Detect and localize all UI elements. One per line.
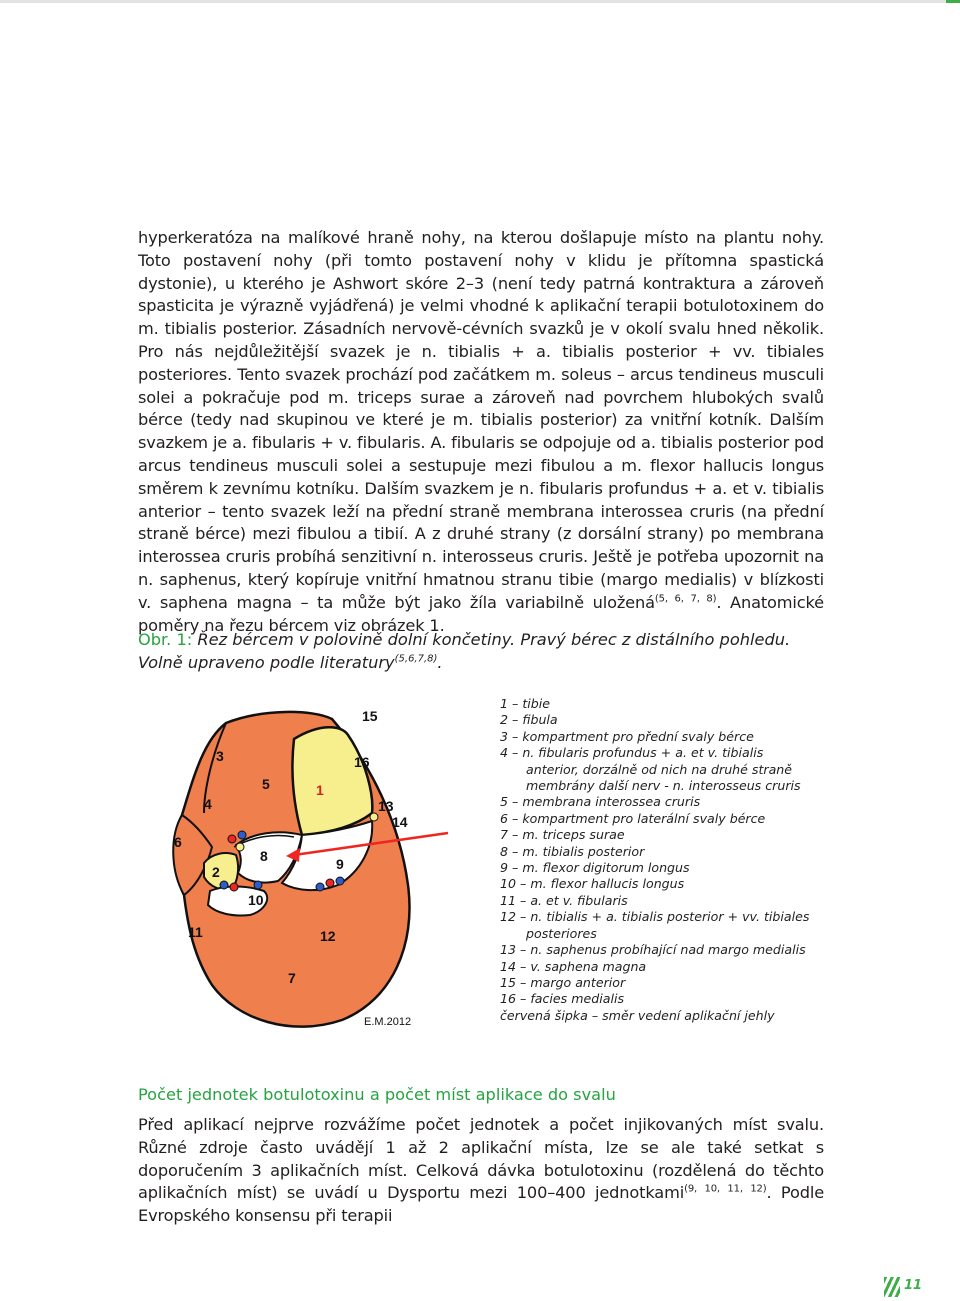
legend-item-arrow: červená šipka – směr vedení aplikační jehly bbox=[500, 1007, 775, 1023]
diagram-label: 5 bbox=[262, 776, 270, 792]
body-paragraph-1 bbox=[138, 227, 824, 637]
citation-superscript: (5, 6, 7, 8) bbox=[654, 593, 717, 605]
diagram-label: 2 bbox=[212, 864, 220, 880]
diagram-label: 4 bbox=[204, 796, 212, 812]
legend-item: 9 – m. flexor digitorum longus bbox=[500, 860, 690, 876]
legend-item: 5 – membrana interossea cruris bbox=[500, 794, 701, 810]
legend-item: 8 – m. tibialis posterior bbox=[500, 843, 645, 859]
diagram-label: 1 bbox=[316, 782, 324, 798]
legend-item: 15 – margo anterior bbox=[500, 974, 626, 990]
legend-item: 1 – tibie bbox=[500, 696, 550, 711]
vessel-dot-blue bbox=[238, 831, 246, 839]
caption-citation: (5,6,7,8) bbox=[394, 653, 438, 665]
legend-item: 13 – n. saphenus probíhající nad margo medialis bbox=[500, 942, 806, 958]
paragraph-1-end: . Anatomické poměry na řezu bércem viz obrázek 1. bbox=[138, 592, 824, 635]
diagram-label: 8 bbox=[260, 848, 268, 864]
caption-end: . bbox=[437, 652, 443, 672]
page-number: 11 bbox=[904, 1278, 923, 1293]
figure-legend bbox=[500, 696, 820, 1024]
diagram-label: 9 bbox=[336, 856, 344, 872]
vessel-dot-blue bbox=[254, 881, 262, 889]
vessel-dot-red bbox=[326, 879, 334, 887]
leg-cross-section-diagram bbox=[142, 695, 462, 1040]
legend-item: 16 – facies medialis bbox=[500, 991, 625, 1007]
vessel-dot-blue bbox=[220, 881, 228, 889]
page-number-badge bbox=[884, 1273, 930, 1301]
diagram-label: 13 bbox=[378, 798, 394, 814]
body-paragraph-2 bbox=[138, 1114, 824, 1228]
vessel-dot-red bbox=[230, 883, 238, 891]
legend-item: 12 – n. tibialis + a. tibialis posterior + vv. tibiales posteriores bbox=[500, 909, 810, 941]
top-accent-tab bbox=[946, 0, 960, 3]
diagram-label: 6 bbox=[174, 834, 182, 850]
diagram-label: 10 bbox=[248, 892, 264, 908]
legend-item: 4 – n. fibularis profundus + a. et v. tibialis anterior, dorzálně od nich na druhé straně membrány další nerv - n. interosseus cruris bbox=[500, 745, 801, 794]
legend-item: 7 – m. triceps surae bbox=[500, 827, 625, 843]
citation-superscript: (9, 10, 11, 12) bbox=[684, 1184, 767, 1195]
diagram-label: 16 bbox=[354, 754, 370, 770]
vessel-dot-blue bbox=[316, 883, 324, 891]
figure-1 bbox=[142, 695, 822, 1040]
saphenous-dot bbox=[370, 813, 378, 821]
legend-item: 10 – m. flexor hallucis longus bbox=[500, 876, 685, 892]
legend-item: 6 – kompartment pro laterální svaly bérce bbox=[500, 810, 766, 826]
paragraph-2-end: . Podle Evropského konsensu při terapii bbox=[138, 1183, 825, 1226]
diagram-label: 3 bbox=[216, 748, 224, 764]
figure-caption bbox=[138, 629, 838, 674]
figure-caption-text: Řez bércem v polovině dolní končetiny. Pravý bérec z distálního pohledu. Volně upraveno podle literatury bbox=[138, 630, 791, 672]
diagram-label: 15 bbox=[362, 708, 378, 724]
paragraph-1-text: hyperkeratóza na malíkové hraně nohy, na kterou došlapuje místo na plantu nohy. Toto postavení nohy (při tomto postavení nohy v klidu je přítomna spastická dystonie), u kterého je Ashwort skóre 2–3 (není tedy patrná kontraktura a zároveň spasticita je výrazně vyjádřená) je velmi vhodné k aplikační terapii botulotoxinem do m. tibialis posterior. Zásadních nervově-cévních svazků je v okolí svalu hned několik. Pro nás nejdůležitější svazek je n. tibialis + a. tibialis posterior + vv. tibiales posteriores. Tento svazek prochází pod začátkem m. soleus – arcus tendineus musculi solei a pokračuje pod m. triceps surae a zároveň nad povrchem hlubokých svalů bérce (tedy nad skupinou ve které je m. tibialis posterior) za vnitřní kotník. Dalším svazkem je a. fibularis + v. fibularis. A. fibularis se odpojuje od a. tibialis posterior pod arcus tendineus musculi solei a sestupuje mezi fibulou a m. flexor hallucis longus směrem k zevnímu kotníku. Dalším svazkem je n. fibularis profundus + a. et v. tibialis anterior – tento svazek leží na přední straně membrana interossea cruris (na přední straně bérce) mezi fibulou a tibií. A z druhé strany (z dorsální strany) po membrana interossea cruris probíhá senzitivní n. interosseus cruris. Ještě je potřeba upozornit na n. saphenus, který kopíruje vnitřní hmatnou stranu tibie (margo medialis) v blízkosti v. saphena magna – ta může být jako žíla variabilně uložená bbox=[138, 228, 824, 612]
vessel-dot-blue bbox=[336, 877, 344, 885]
top-rule bbox=[0, 0, 960, 3]
legend-item: 14 – v. saphena magna bbox=[500, 958, 647, 974]
diagram-label: 12 bbox=[320, 928, 336, 944]
legend-item: 11 – a. et v. fibularis bbox=[500, 892, 628, 908]
diagram-label: 11 bbox=[188, 924, 203, 940]
vessel-dot-red bbox=[228, 835, 236, 843]
figure-label: Obr. 1: bbox=[138, 630, 193, 649]
section-heading: Počet jednotek botulotoxinu a počet míst aplikace do svalu bbox=[138, 1085, 616, 1104]
legend-item: 3 – kompartment pro přední svaly bérce bbox=[500, 728, 754, 744]
diagram-label: 7 bbox=[288, 970, 296, 986]
page-number-stripes bbox=[884, 1277, 900, 1297]
paragraph-2-text: Před aplikací nejprve rozvážíme počet jednotek a počet injikovaných míst svalu. Různé zdroje často uvádějí 1 až 2 aplikační místa, lze se ale také setkat s doporučením 3 aplikačních míst. Celková dávka botulotoxinu (rozdělená do těchto aplikačních míst) se uvádí u Dysportu mezi 100–400 jednotkami bbox=[138, 1115, 824, 1203]
nerve-dot bbox=[236, 843, 244, 851]
diagram-label: 14 bbox=[392, 814, 408, 830]
diagram-signature: E.M.2012 bbox=[364, 1016, 412, 1028]
legend-item: 2 – fibula bbox=[500, 712, 558, 728]
